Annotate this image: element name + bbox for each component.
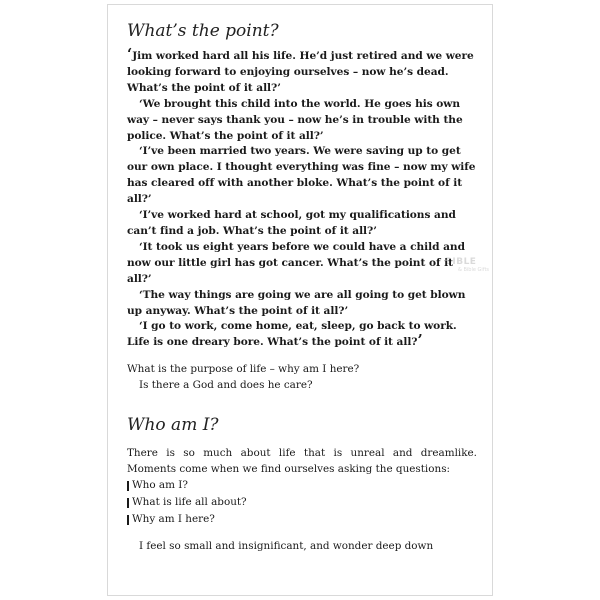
quote-1: ‘Jim worked hard all his life. He’d just retired and we were looking forward to enjoying ourselves – now he’s dead. What’s the point of it all?’ [127, 45, 474, 94]
section-who-am-i [127, 415, 477, 554]
bar-bullet-icon [127, 498, 129, 508]
question-purpose: What is the purpose of life – why am I here? [127, 363, 360, 376]
watermark-subtext: & Bible Gifts [458, 267, 490, 273]
section-title-whats-the-point: What’s the point? [127, 21, 279, 41]
intro-paragraph [127, 445, 477, 477]
watermark-logo: BIBLE [445, 257, 477, 267]
quote-5: ‘It took us eight years before we could have a child and now our little girl has got cancer. What’s the point of it all?’ [127, 240, 465, 285]
list-item: Why am I here? [127, 511, 477, 528]
quotes-block [127, 45, 477, 351]
bar-bullet-icon [127, 481, 129, 491]
list-item: What is life all about? [127, 494, 477, 511]
close-quote-mark: ’ [417, 331, 423, 350]
section-title-who-am-i: Who am I? [127, 415, 219, 436]
quote-6: ‘The way things are going we are all going to get blown up anyway. What’s the point of it all?’ [127, 288, 466, 317]
quote-7: ‘I go to work, come home, eat, sleep, go back to work. Life is one dreary bore. What’s the point of it all?’ [127, 320, 457, 350]
open-quote-mark: ‘ [127, 45, 133, 63]
intro-text: There is so much about life that is unreal and dreamlike. Moments come when we find ourselves asking the questions: [127, 447, 477, 476]
closing-paragraph: I feel so small and insignificant, and wonder deep down [139, 540, 434, 553]
question-god: Is there a God and does he care? [139, 379, 313, 392]
quote-2: ‘We brought this child into the world. He goes his own way – never says thank you – now he’s in trouble with the police. What’s the point of it all?’ [127, 97, 463, 142]
book-page [107, 4, 493, 596]
list-item: Who am I? [127, 477, 477, 494]
question-list [127, 477, 477, 528]
quote-4: ‘I’ve worked hard at school, got my qualifications and can’t find a job. What’s the point of it all?’ [127, 209, 456, 237]
bar-bullet-icon [127, 515, 129, 525]
questions-block [127, 361, 477, 393]
quote-3: ‘I’ve been married two years. We were saving up to get our own place. I thought everything was fine – now my wife has cleared off with another bloke. What’s the point of it all?’ [127, 145, 476, 206]
page-content [127, 21, 477, 554]
